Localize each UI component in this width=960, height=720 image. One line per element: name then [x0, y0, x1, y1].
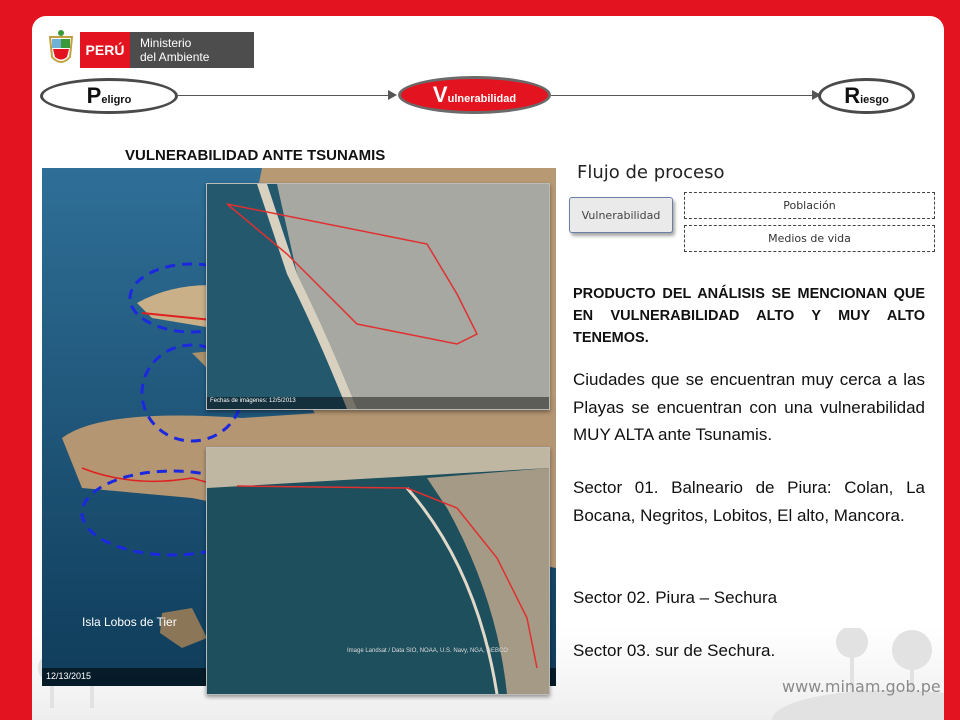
slide: [32, 16, 944, 720]
paragraph-sector-01: Sector 01. Balneario de Piura: Colan, La Bocana, Negritos, Lobitos, El alto, Mancora.: [573, 478, 925, 525]
slide-edge-strip: [944, 0, 960, 720]
flow-main-label: Vulnerabilidad: [581, 208, 661, 222]
ministry-block: [130, 32, 254, 68]
stage-peligro-initial: P: [86, 83, 102, 108]
country-label: PERÚ: [85, 42, 125, 58]
paragraph-sector-02: Sector 02. Piura – Sechura: [573, 588, 778, 607]
inset-image-bottom: [206, 447, 550, 695]
arrow-vulnerabilidad-riesgo: [551, 95, 817, 96]
ministry-logo: [46, 29, 254, 71]
flow-main-box: [569, 197, 673, 233]
stage-riesgo-initial: R: [844, 83, 861, 108]
stage-riesgo: [818, 78, 915, 114]
flow-item-poblacion: [684, 192, 935, 219]
stage-vulnerabilidad-rest: ulnerabilidad: [447, 93, 517, 105]
map-date: 12/13/2015: [46, 671, 92, 681]
section-title: VULNERABILIDAD ANTE TSUNAMIS: [125, 147, 386, 164]
stage-vulnerabilidad-initial: V: [432, 82, 448, 107]
coat-of-arms-icon: [46, 29, 76, 71]
inset-bottom-credit: Image Landsat / Data SIO, NOAA, U.S. Navy, NGA, GEBCO: [347, 648, 508, 654]
stage-peligro-rest: eligro: [101, 94, 132, 106]
paragraph-sector-03: Sector 03. sur de Sechura.: [573, 641, 776, 660]
stage-vulnerabilidad: [398, 76, 551, 114]
flow-item-label: Medios de vida: [768, 232, 851, 245]
inset-top-footer: Fechas de imágenes: 12/5/2013: [210, 398, 296, 404]
stage-riesgo-rest: iesgo: [860, 94, 889, 106]
flow-title: Flujo de proceso: [577, 162, 725, 183]
arrow-peligro-vulnerabilidad: [178, 95, 390, 96]
flow-item-label: Población: [783, 199, 836, 212]
inset-image-top: [206, 183, 550, 410]
product-heading: PRODUCTO DEL ANÁLISIS SE MENCIONAN QUE EN VULNERABILIDAD ALTO Y MUY ALTO TENEMOS.: [573, 286, 925, 346]
ministry-line-1: Ministerio: [140, 36, 192, 50]
paragraph-cities: Ciudades que se encuentran muy cerca a las Playas se encuentran con una vulnerabilidad MUY ALTA ante Tsunamis.: [573, 370, 925, 444]
island-label: Isla Lobos de Tier: [82, 615, 177, 629]
website-url: www.minam.gob.pe: [782, 677, 941, 696]
peru-block: [80, 32, 130, 68]
flow-item-medios-de-vida: [684, 225, 935, 252]
inset-bottom-image: [207, 448, 549, 694]
inset-top-image: [207, 184, 549, 409]
arrowhead-1: [388, 90, 397, 100]
ministry-line-2: del Ambiente: [140, 50, 210, 64]
stage-peligro: [40, 78, 178, 114]
